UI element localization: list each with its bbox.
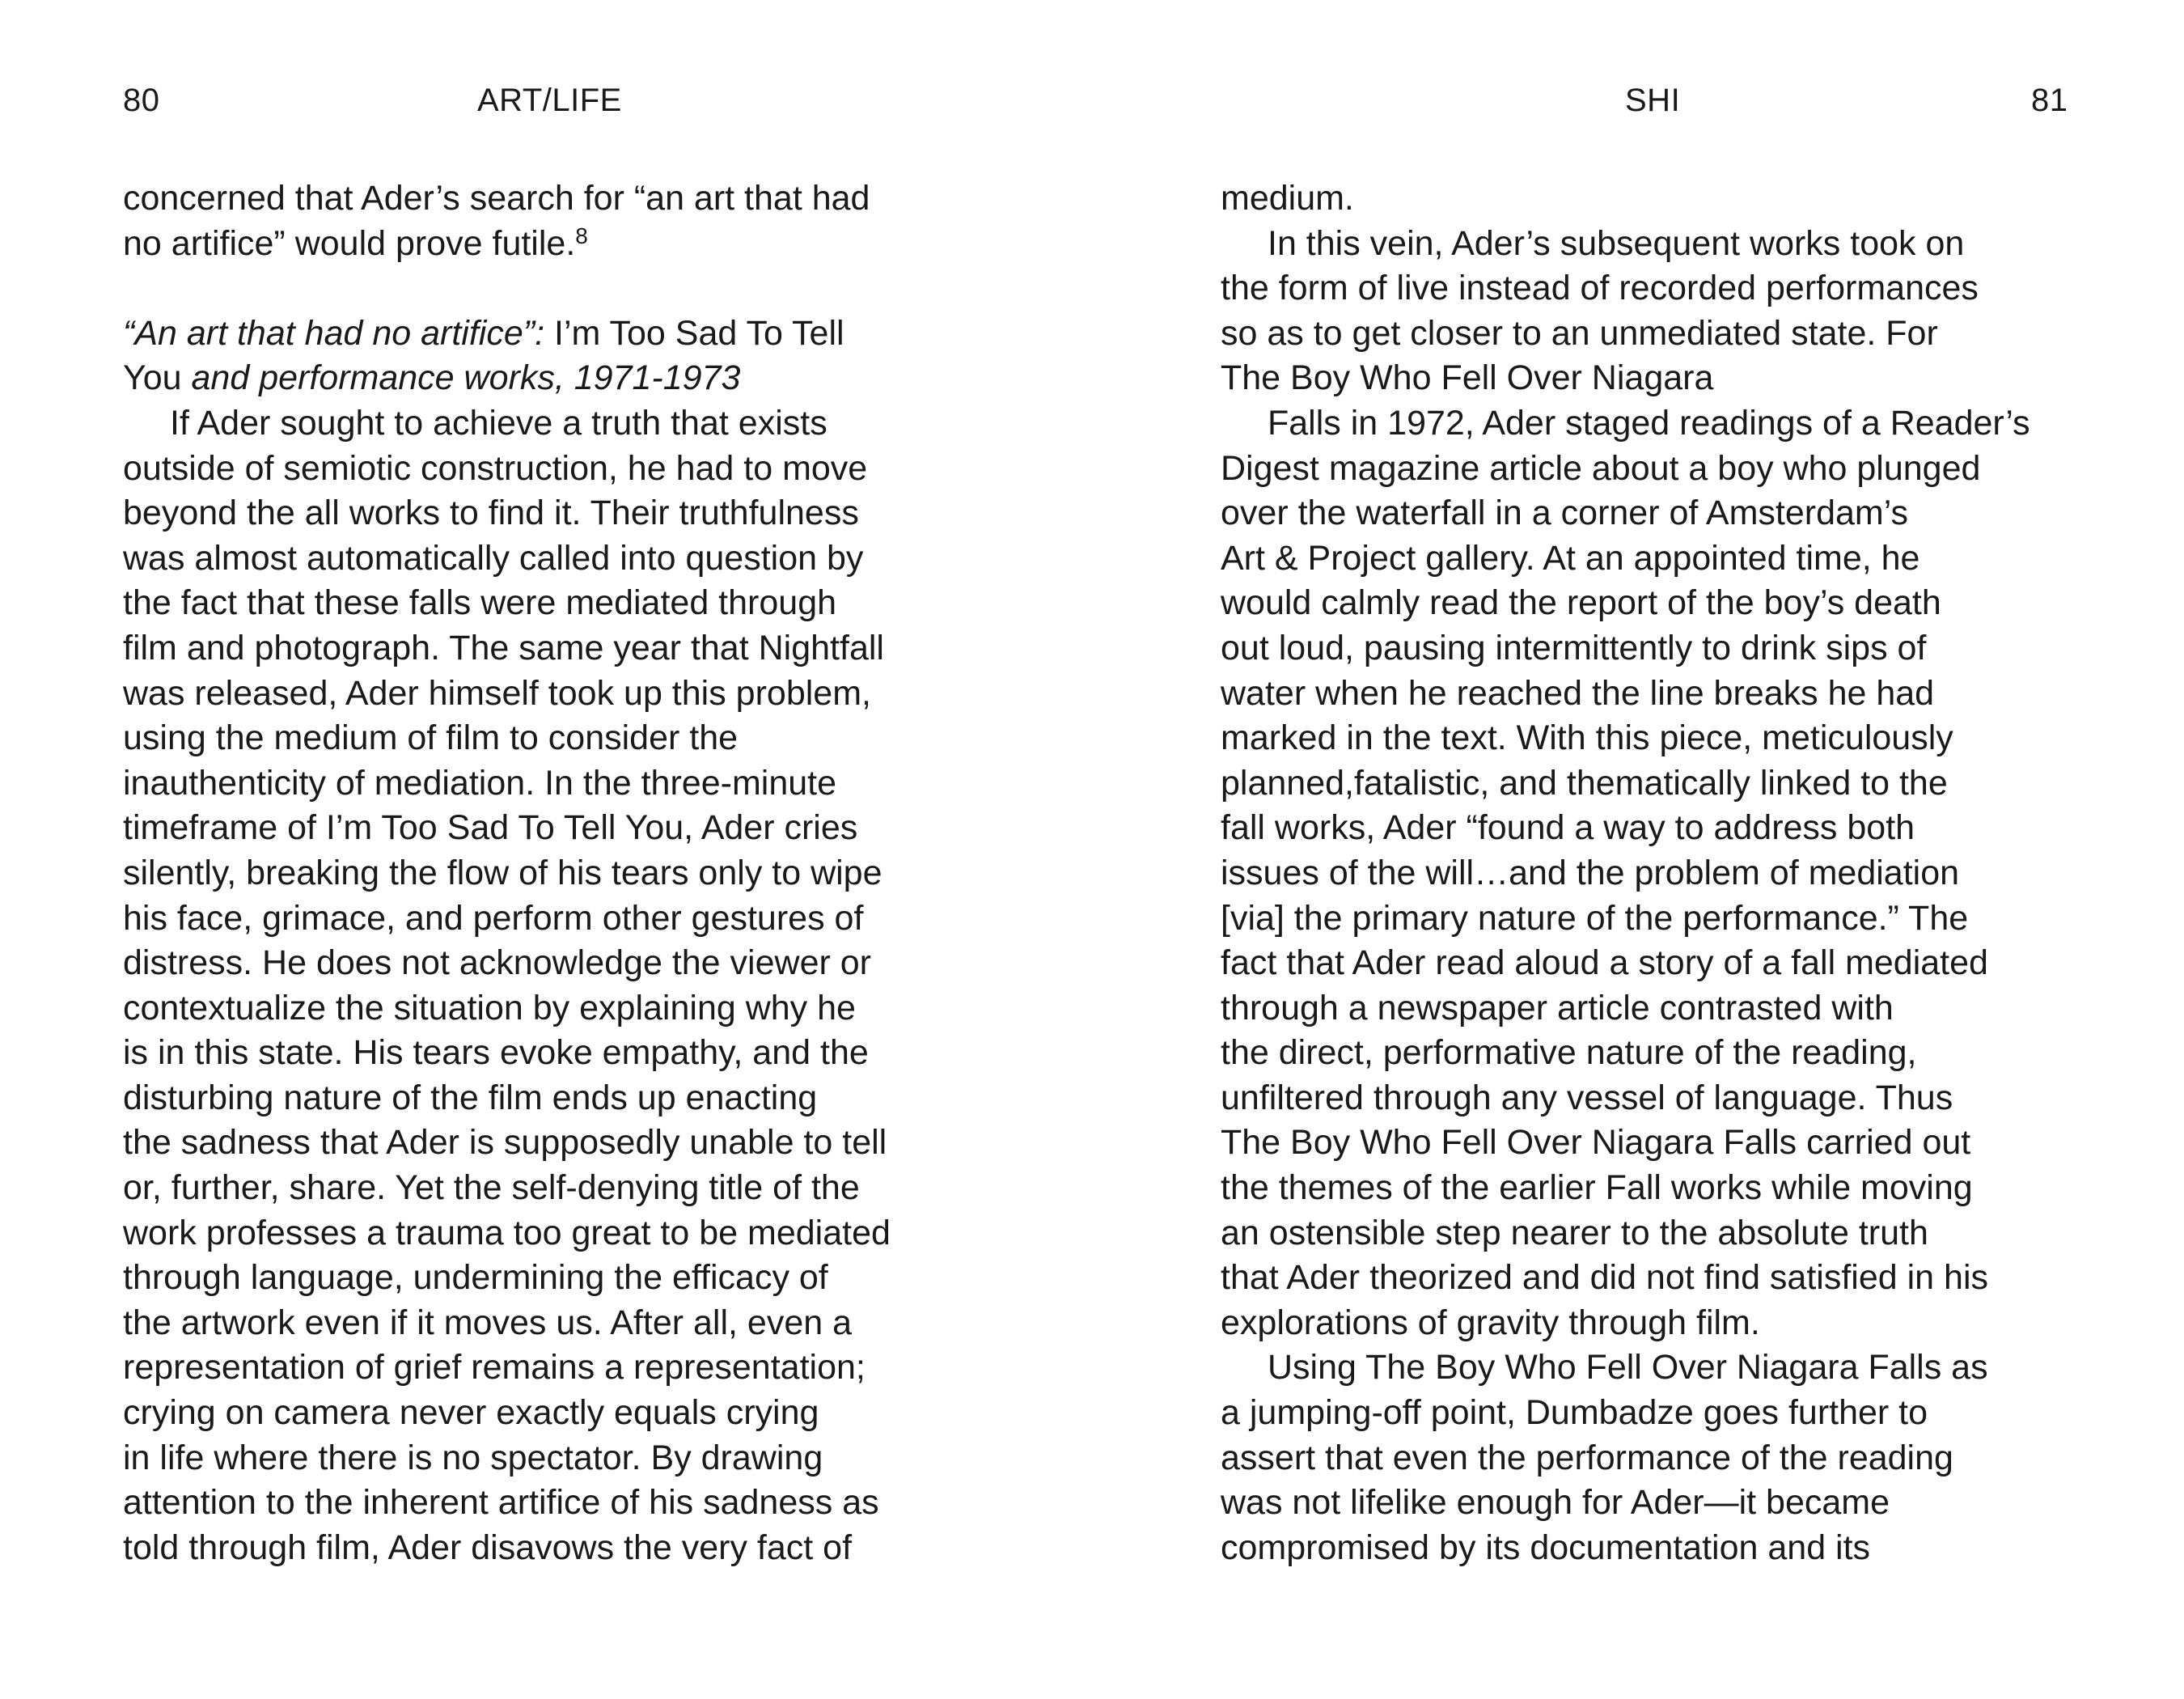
text-line: attention to the inherent artifice of his sadness as xyxy=(123,1483,879,1523)
text-line: the direct, performative nature of the reading, xyxy=(1221,1033,1917,1073)
text-line: fact that Ader read aloud a story of a fall mediated xyxy=(1221,943,1988,983)
paragraph-gap xyxy=(123,266,980,311)
text-line: representation of grief remains a representation; xyxy=(123,1348,866,1388)
text-line: assert that even the performance of the reading xyxy=(1221,1438,1953,1477)
text-line: an ostensible step nearer to the absolute truth xyxy=(1221,1213,1928,1252)
text-line: water when he reached the line breaks he had xyxy=(1221,673,1935,713)
text-line: the themes of the earlier Fall works while moving xyxy=(1221,1168,1973,1208)
heading-italic: and performance works, 1971-1973 xyxy=(181,358,741,398)
text-line: The Boy Who Fell Over Niagara Falls carried out xyxy=(1221,1123,1971,1163)
section-heading-line xyxy=(123,356,980,401)
text-line: Using The Boy Who Fell Over Niagara Falls as xyxy=(1268,1348,1988,1388)
right-page xyxy=(1092,0,2184,1699)
text-line: silently, breaking the flow of his tears only to wipe xyxy=(123,853,882,892)
text-line: a jumping-off point, Dumbadze goes further to xyxy=(1221,1393,1928,1433)
text-line: compromised by its documentation and its xyxy=(1221,1527,1871,1567)
text-line: medium. xyxy=(1221,179,1354,218)
text-line: the fact that these falls were mediated through xyxy=(123,583,837,623)
text-line: beyond the all works to find it. Their truthfulness xyxy=(123,494,859,533)
text-line: told through film, Ader disavows the very fact of xyxy=(123,1527,853,1567)
text-line: film and photograph. The same year that Nightfall xyxy=(123,628,884,667)
running-head: SHI xyxy=(1625,83,1681,118)
footnote-reference: 8 xyxy=(575,222,588,248)
text-line: was almost automatically called into question by xyxy=(123,538,864,578)
text-line: through a newspaper article contrasted with xyxy=(1221,988,1894,1027)
text-line: [via] the primary nature of the performance.” The xyxy=(1221,898,1969,938)
text-line: the sadness that Ader is supposedly unable to tell xyxy=(123,1123,887,1163)
text-line: in life where there is no spectator. By drawing xyxy=(123,1438,823,1477)
text-line: concerned that Ader’s search for “an art that had xyxy=(123,179,870,218)
text-line: work professes a trauma too great to be mediated xyxy=(123,1213,891,1252)
section-heading-line xyxy=(123,311,980,357)
right-text-column xyxy=(1221,176,2094,1570)
text-line: would calmly read the report of the boy’s death xyxy=(1221,583,1941,623)
heading-roman: You xyxy=(123,358,182,398)
text-line: his face, grimace, and perform other gestures of xyxy=(123,898,864,938)
left-text-column xyxy=(123,176,980,1570)
page-number: 81 xyxy=(2031,83,2068,118)
text-line: marked in the text. With this piece, meticulously xyxy=(1221,718,1953,758)
text-line: Falls in 1972, Ader staged readings of a Reader’s xyxy=(1268,403,2030,443)
text-line: Digest magazine article about a boy who plunged xyxy=(1221,448,1981,488)
text-line: that Ader theorized and did not find satisfied in his xyxy=(1221,1258,1989,1298)
text-line: If Ader sought to achieve a truth that exists xyxy=(170,403,827,443)
text-line: issues of the will…and the problem of mediation xyxy=(1221,853,1960,892)
text-line: explorations of gravity through film. xyxy=(1221,1303,1760,1342)
text-line-with-footnote xyxy=(123,222,980,267)
heading-roman: I’m Too Sad To Tell xyxy=(544,313,844,353)
text-line: fall works, Ader “found a way to address both xyxy=(1221,808,1915,848)
text-line: timeframe of I’m Too Sad To Tell You, Ader cries xyxy=(123,808,858,848)
text-line: The Boy Who Fell Over Niagara xyxy=(1221,358,1714,398)
text-line: was not lifelike enough for Ader—it became xyxy=(1221,1483,1890,1523)
text-line: unfiltered through any vessel of language. Thus xyxy=(1221,1078,1953,1117)
text-line: the artwork even if it moves us. After all, even a xyxy=(123,1303,853,1342)
text-line: using the medium of film to consider the xyxy=(123,718,739,758)
page-number: 80 xyxy=(123,83,160,118)
heading-italic: “An art that had no artifice”: xyxy=(123,313,545,353)
text-line-content: no artifice” would prove futile. xyxy=(123,223,576,263)
text-line: crying on camera never exactly equals crying xyxy=(123,1393,819,1433)
text-line: planned,fatalistic, and thematically linked to the xyxy=(1221,763,1948,803)
running-head: ART/LIFE xyxy=(477,83,622,118)
text-line: so as to get closer to an unmediated state. For xyxy=(1221,313,1938,353)
text-line: or, further, share. Yet the self-denying title of the xyxy=(123,1168,860,1208)
text-line: disturbing nature of the film ends up enacting xyxy=(123,1078,818,1117)
text-line: through language, undermining the efficacy of xyxy=(123,1258,828,1298)
text-line: was released, Ader himself took up this problem, xyxy=(123,673,871,713)
text-line: out loud, pausing intermittently to drink sips of xyxy=(1221,628,1927,667)
text-line: contextualize the situation by explaining why he xyxy=(123,988,856,1027)
text-line: the form of live instead of recorded performances xyxy=(1221,269,1979,308)
text-line: inauthenticity of mediation. In the three-minute xyxy=(123,763,837,803)
text-line: is in this state. His tears evoke empathy, and the xyxy=(123,1033,869,1073)
text-line: In this vein, Ader’s subsequent works took on xyxy=(1268,223,1965,263)
text-line: outside of semiotic construction, he had to move xyxy=(123,448,868,488)
text-line: Art & Project gallery. At an appointed time, he xyxy=(1221,538,1920,578)
text-line: distress. He does not acknowledge the viewer or xyxy=(123,943,871,983)
text-line: over the waterfall in a corner of Amsterdam’s xyxy=(1221,494,1909,533)
